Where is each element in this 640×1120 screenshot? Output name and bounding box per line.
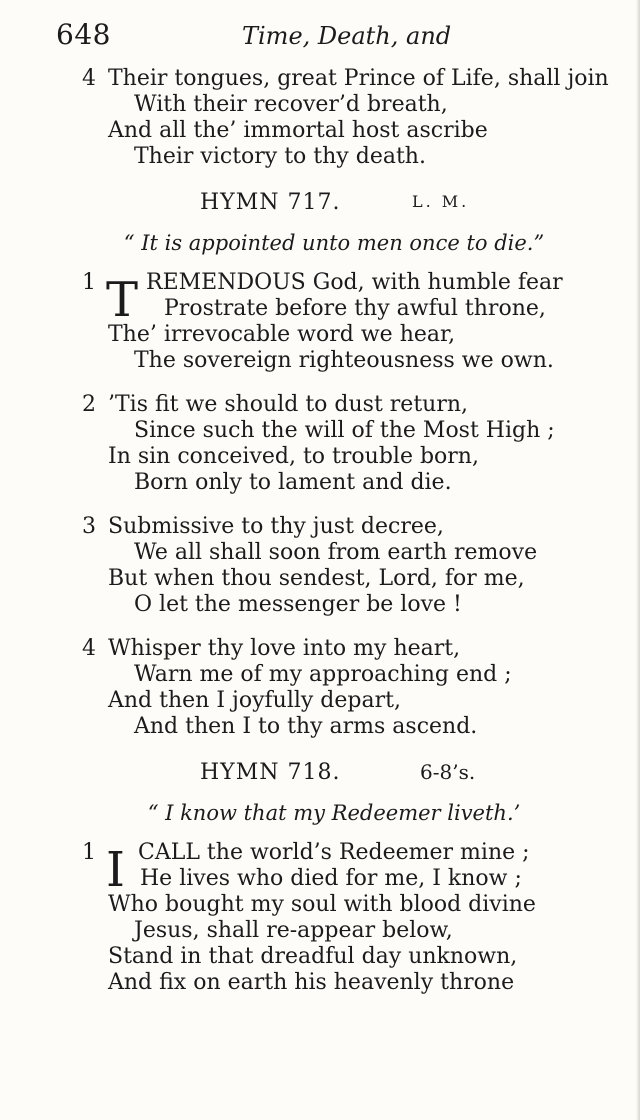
verse-text: And then I joyfully depart, xyxy=(108,688,401,713)
verse-text: Born only to lament and die. xyxy=(134,470,452,495)
verse-number: 2 xyxy=(82,392,96,417)
verse-text: With their recover’d breath, xyxy=(134,92,448,117)
verse-text: Since such the will of the Most High ; xyxy=(134,418,555,443)
verse-line xyxy=(76,514,616,540)
hymn-title xyxy=(200,760,340,785)
verse-number: 1 xyxy=(82,840,96,865)
verse-text: Whisper thy love into my heart, xyxy=(108,636,461,661)
verse-text: In sin conceived, to trouble born, xyxy=(108,444,479,469)
page-number: 648 xyxy=(56,18,111,51)
verse-text: Jesus, shall re-appear below, xyxy=(134,918,453,943)
hymn-epigraph: “ I know that my Redeemer liveth.’ xyxy=(147,801,521,825)
verse-line xyxy=(76,296,616,322)
verse-line xyxy=(76,566,616,592)
verse-number: 1 xyxy=(82,270,96,295)
hymn-meter: L. M. xyxy=(412,192,470,211)
page-header xyxy=(56,18,586,58)
verse-line xyxy=(76,866,616,892)
verse-text: And then I to thy arms ascend. xyxy=(134,714,478,739)
verse-line xyxy=(76,270,616,296)
hymn-717-verse-4 xyxy=(76,636,616,740)
verse-text: Their tongues, great Prince of Life, shall join xyxy=(108,66,609,91)
continuation-stanza xyxy=(76,66,616,170)
verse-line xyxy=(76,592,616,618)
verse-text: Warn me of my approaching end ; xyxy=(134,662,512,687)
hymn-epigraph: “ It is appointed unto men once to die.” xyxy=(123,231,545,255)
verse-line xyxy=(76,444,616,470)
hymn-717-verse-3 xyxy=(76,514,616,618)
hymn-label: HYMN xyxy=(200,760,280,785)
verse-text: CALL the world’s Redeemer mine ; xyxy=(138,840,530,865)
verse-text: And all the’ immortal host ascribe xyxy=(108,118,488,143)
verse-line xyxy=(76,944,616,970)
verse-line xyxy=(76,66,616,92)
verse-text: ’Tis fit we should to dust return, xyxy=(108,392,469,417)
verse-line xyxy=(76,714,616,740)
verse-text: O let the messenger be love ! xyxy=(134,592,462,617)
hymn-717-verse-2 xyxy=(76,392,616,496)
verse-text: The sovereign righteousness we own. xyxy=(134,348,554,373)
verse-text: But when thou sendest, Lord, for me, xyxy=(108,566,525,591)
verse-text: The’ irrevocable word we hear, xyxy=(108,322,456,347)
hymn-title xyxy=(200,190,340,215)
verse-line xyxy=(76,918,616,944)
verse-line xyxy=(76,322,616,348)
verse-line xyxy=(76,144,616,170)
hymn-718-header xyxy=(76,760,616,792)
verse-number: 4 xyxy=(82,66,96,91)
verse-line xyxy=(76,348,616,374)
drop-cap: I xyxy=(106,842,125,898)
verse-text: Submissive to thy just decree, xyxy=(108,514,444,539)
verse-text: REMENDOUS God, with humble fear xyxy=(146,270,563,295)
hymn-label: HYMN xyxy=(200,190,280,215)
verse-number: 3 xyxy=(82,514,96,539)
verse-line xyxy=(76,92,616,118)
verse-line xyxy=(76,892,616,918)
verse-line xyxy=(76,970,616,996)
hymn-717-header xyxy=(76,190,616,222)
verse-line xyxy=(76,118,616,144)
verse-line xyxy=(76,418,616,444)
verse-text: We all shall soon from earth remove xyxy=(134,540,538,565)
page-edge xyxy=(636,0,640,1120)
verse-line xyxy=(76,470,616,496)
drop-cap: T xyxy=(106,272,139,328)
verse-line xyxy=(76,392,616,418)
hymn-number: 718. xyxy=(287,760,341,785)
verse-number: 4 xyxy=(82,636,96,661)
hymn-number: 717. xyxy=(287,190,341,215)
page-content xyxy=(76,66,616,1014)
hymn-meter: 6-8’s. xyxy=(420,760,476,784)
verse-line xyxy=(76,662,616,688)
hymn-717-verse-1 xyxy=(76,270,616,374)
verse-line xyxy=(76,688,616,714)
verse-line xyxy=(76,840,616,866)
running-head: Time, Death, and xyxy=(242,22,452,50)
verse-text: Who bought my soul with blood divine xyxy=(108,892,536,917)
verse-text: Prostrate before thy awful throne, xyxy=(164,296,546,321)
verse-line xyxy=(76,636,616,662)
verse-text: He lives who died for me, I know ; xyxy=(140,866,522,891)
verse-text: And fix on earth his heavenly throne xyxy=(108,970,515,995)
verse-line xyxy=(76,540,616,566)
verse-text: Their victory to thy death. xyxy=(134,144,426,169)
verse-text: Stand in that dreadful day unknown, xyxy=(108,944,518,969)
hymn-718-verse-1 xyxy=(76,840,616,996)
